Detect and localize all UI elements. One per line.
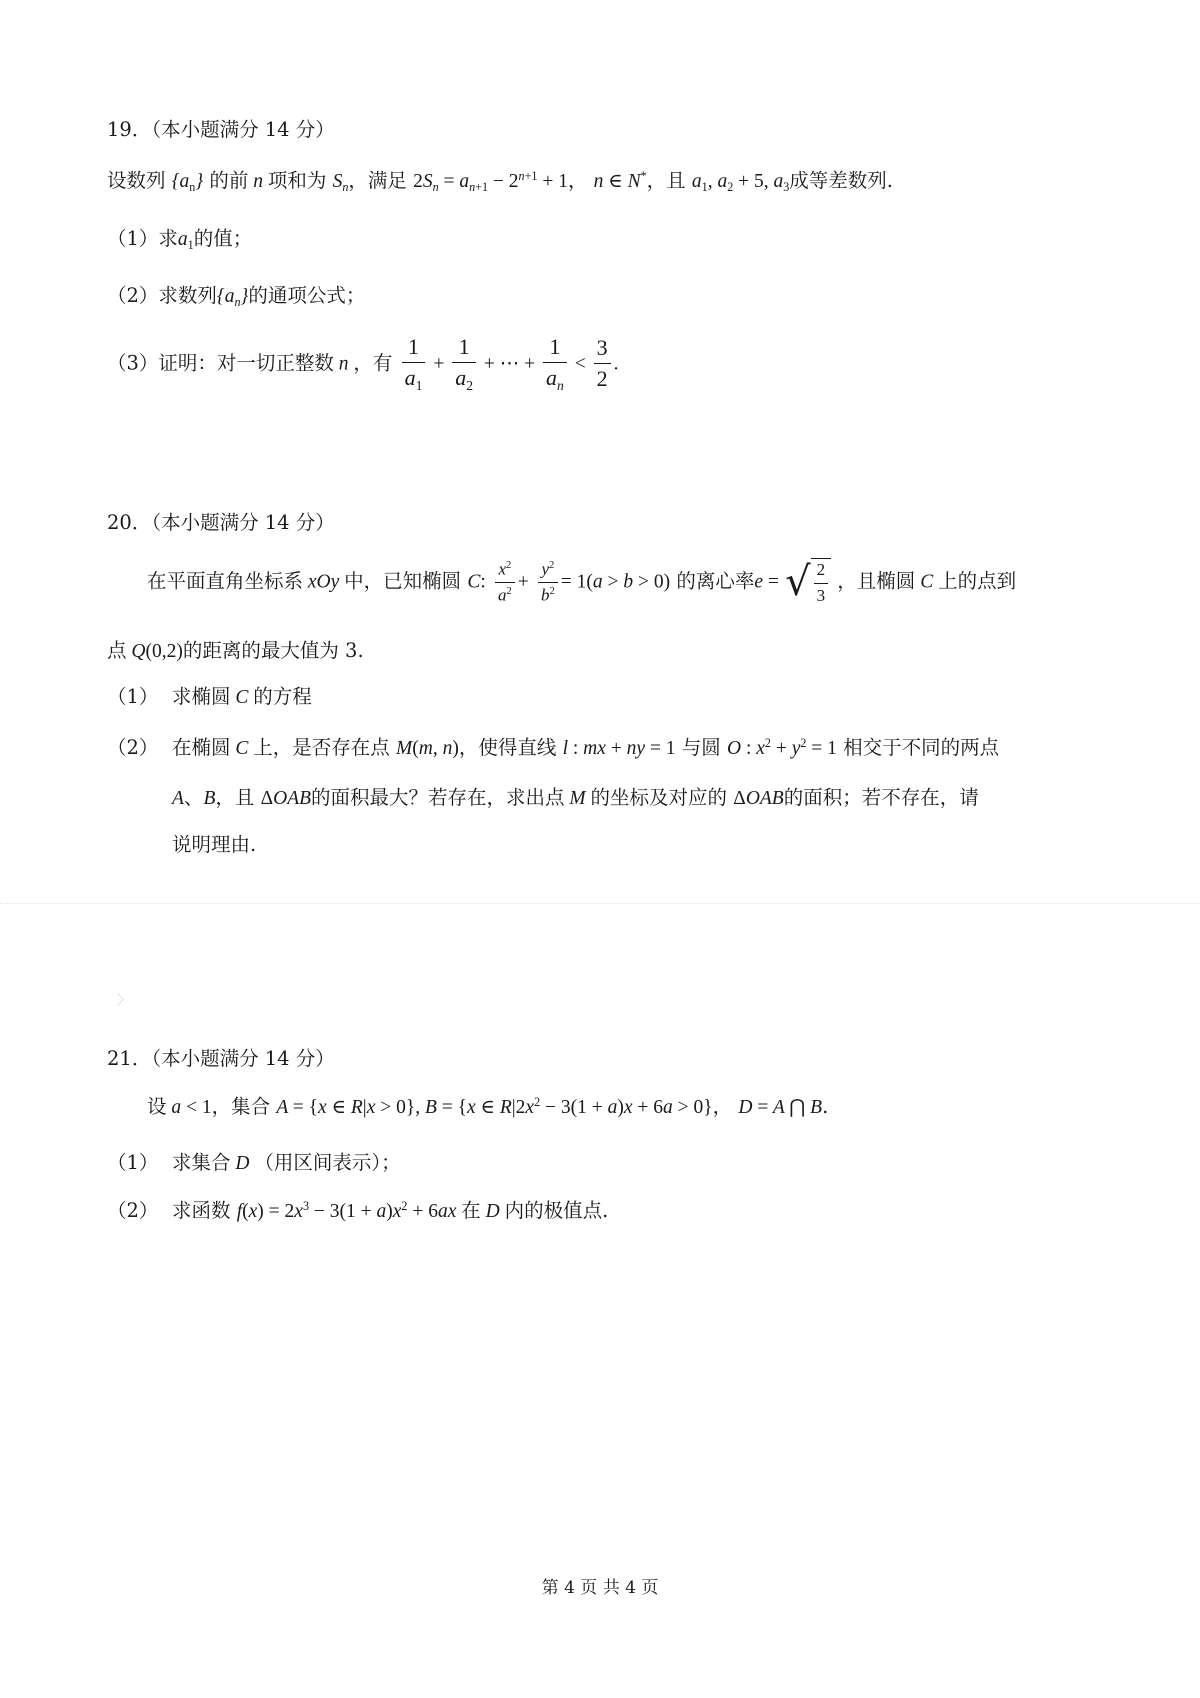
q20-sub2-line1: 在椭圆 C 上，是否存在点 M(m, n)，使得直线 l : mx + ny = 1 与圆 O : $x^2 + y^2 = 1$ 相交于不同的两点 bbox=[172, 735, 1000, 759]
page-footer: 第 4 页 共 4 页 bbox=[541, 1578, 659, 1598]
frac-1-over-a1: $\frac{1}{a_1}$ bbox=[402, 335, 426, 393]
stray-mark: 〉 bbox=[117, 993, 131, 1009]
q20-header: 20．（本小题满分 14 分） bbox=[107, 511, 335, 534]
q20-stem-line1: 在平面直角坐标系 xOy 中，已知椭圆 C: $\frac{x^2}{a^2}$ + $\frac{y^2}{b^2}$ = 1(a > b > 0) 的离心率e = √ $\frac{2}{3}$ ，且椭圆 C 上的点到 bbox=[147, 556, 1016, 608]
q19-sub1: （1）求$a_1$的值； bbox=[107, 227, 253, 253]
q20-sub1: （1） bbox=[107, 685, 159, 708]
q20-sub2: （2） bbox=[107, 736, 159, 759]
frac-1-over-a2: $\frac{1}{a_2}$ bbox=[452, 335, 476, 393]
q19-stem: 设数列 $\{a_n\}$ 的前 n 项和为 $S_n$，满足 $2S_n = a_{n+1} - 2^{n+1} + 1$， n ∈ N*，且 $a_1$, $a_2 + 5$, $a_3$成等差数列. bbox=[107, 168, 893, 195]
q19-header: 19．（本小题满分 14 分） bbox=[107, 118, 335, 141]
q20-sub1-text: 求椭圆 C 的方程 bbox=[172, 685, 312, 708]
q21-sub1: （1） bbox=[107, 1151, 159, 1174]
q21-stem: 设 a < 1，集合 A = {x ∈ R|x > 0}, B = {x ∈ $R|2x^2 - 3(1 + a)x + 6a > 0$}， D = A ⋂ B. bbox=[147, 1094, 829, 1118]
q21-sub1-text: 求集合 D （用区间表示）； bbox=[172, 1151, 401, 1174]
frac-y2-over-b2: $\frac{y^2}{b^2}$ bbox=[538, 560, 558, 605]
sqrt-2-over-3: √ $\frac{2}{3}$ bbox=[785, 556, 831, 608]
q19-sub3: （3）证明：对一切正整数 n ，有 $\frac{1}{a_1}$ + $\frac{1}{a_2}$ + ⋯ + $\frac{1}{a_n}$ < $\frac{3}{2}$ . bbox=[107, 334, 619, 393]
frac-3-over-2: $\frac{3}{2}$ bbox=[594, 336, 611, 391]
frac-x2-over-a2: $\frac{x^2}{a^2}$ bbox=[495, 560, 515, 605]
q21-sub2-text: 求函数 $f(x) = 2x^3 - 3(1 + a)x^2 + 6ax$ 在 D 内的极值点. bbox=[172, 1198, 609, 1222]
q20-sub2-line3: 说明理由. bbox=[172, 833, 257, 856]
q20-sub2-line2: A、B，且 ΔOAB的面积最大？若存在，求出点 M 的坐标及对应的 ΔOAB的面积；若不存在，请 bbox=[172, 786, 979, 809]
frac-1-over-an: $\frac{1}{a_n}$ bbox=[543, 335, 567, 393]
q21-header: 21．（本小题满分 14 分） bbox=[107, 1047, 335, 1070]
page-fold-divider bbox=[0, 903, 1200, 904]
q21-sub2: （2） bbox=[107, 1199, 159, 1222]
q20-stem-line2: 点 Q(0,2)的距离的最大值为 3. bbox=[107, 639, 364, 662]
q19-sub2: （2）求数列$\{a_n\}$的通项公式； bbox=[107, 284, 366, 310]
